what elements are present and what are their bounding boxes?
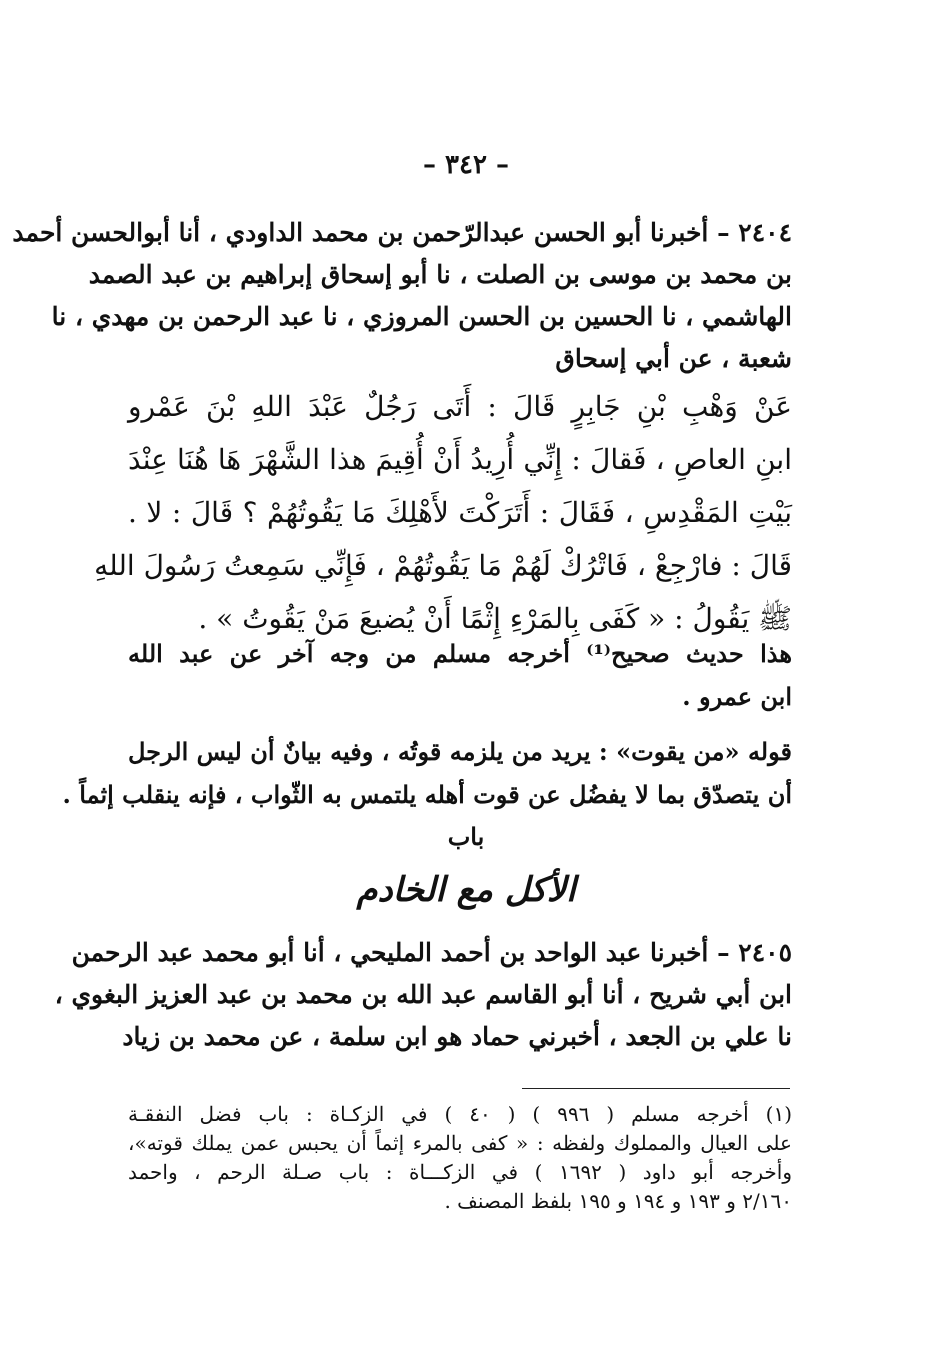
hadith-2404-isnad (12, 212, 792, 380)
hadith-2404-commentary (62, 730, 792, 816)
matn-line: ﷺ يَقُولُ : « كَفَى بِالمَرْءِ إِثْمًا أَنْ يُضيعَ مَنْ يَقُوتُ » . (198, 602, 792, 635)
grading-line: هذا حديث صحيح⁽¹⁾ أخرجه مسلم من وجه آخر عن عبد الله (128, 639, 792, 668)
chapter-title: الأكل مع الخادم (356, 870, 576, 910)
chapter-label: باب (447, 822, 485, 851)
footnote-line: وأخرجه أبو داود ( ١٦٩٢ ) في الزكـــاة : باب صـلة الرحم ، واحمد (128, 1160, 792, 1184)
footnote-line: ٢/١٦٠ و ١٩٣ و ١٩٤ و ١٩٥ بلفظ المصنف . (444, 1189, 792, 1213)
matn-line: قَالَ : فارْجِعْ ، فَاتْرُكْ لَهُمْ مَا يَقُوتُهُمْ ، فَإِنِّي سَمِعتُ رَسُولَ اللهِ (94, 549, 792, 582)
page-number: – ٣٤٢ – (422, 150, 510, 180)
hadith-2404-matn (94, 380, 792, 645)
footnote (128, 1100, 792, 1216)
commentary-line: أن يتصدّق بما لا يفضُل عن قوت أهله يلتمس به الثّواب ، فإنه ينقلب إثماً . (62, 780, 792, 809)
commentary-line: قوله «من يقوت» : يريد من يلزمه قوتُه ، وفيه بيانٌ أن ليس الرجل (128, 737, 792, 766)
grading-line: ابن عمرو . (682, 682, 792, 711)
isnad-line: الهاشمي ، نا الحسين بن الحسن المروزي ، نا عبد الرحمن بن مهدي ، نا (51, 302, 792, 331)
isnad-line: بن محمد بن موسى بن الصلت ، نا أبو إسحاق إبراهيم بن عبد الصمد (88, 260, 792, 289)
isnad-line: نا علي بن الجعد ، أخبرني حماد هو ابن سلمة ، عن محمد بن زياد (122, 1022, 792, 1051)
isnad-line: ابن أبي شريح ، أنا أبو القاسم عبد الله بن محمد بن عبد العزيز البغوي ، (54, 980, 792, 1009)
footnote-line: (١) أخرجه مسلم ( ٩٩٦ ) ( ٤٠ ) في الزكـاة : باب فضل النفقـة (128, 1102, 793, 1126)
isnad-line: ٢٤٠٥ – أخبرنا عبد الواحد بن أحمد المليحي ، أنا أبو محمد عبد الرحمن (71, 938, 792, 967)
footnote-divider (522, 1088, 790, 1089)
isnad-line: شعبة ، عن أبي إسحاق (555, 344, 792, 373)
hadith-2404-grading (128, 632, 792, 718)
matn-line: بَيْتِ المَقْدِسِ ، فَقَالَ : أَتَرَكْتَ لأَهْلِكَ مَا يَقُوتُهُمْ ؟ قَالَ : لا . (128, 496, 792, 529)
footnote-line: على العيال والمملوك ولفظه : « كفى بالمرء إثماً أن يحبس عمن يملك قوته»، (128, 1131, 792, 1155)
matn-line: عَنْ وَهْبِ بْنِ جَابِرٍ قَالَ : أَتَى رَجُلٌ عَبْدَ اللهِ بْنَ عَمْرو (128, 390, 792, 423)
hadith-2405-isnad (54, 932, 792, 1058)
isnad-line: ٢٤٠٤ – أخبرنا أبو الحسن عبدالرّحمن بن محمد الداودي ، أنا أبوالحسن أحمد (12, 218, 792, 247)
matn-line: ابنِ العاصِ ، فَقالَ : إِنِّي أُرِيدُ أَنْ أُقِيمَ هذا الشَّهْرَ هَا هُنَا عِنْدَ (128, 443, 792, 476)
